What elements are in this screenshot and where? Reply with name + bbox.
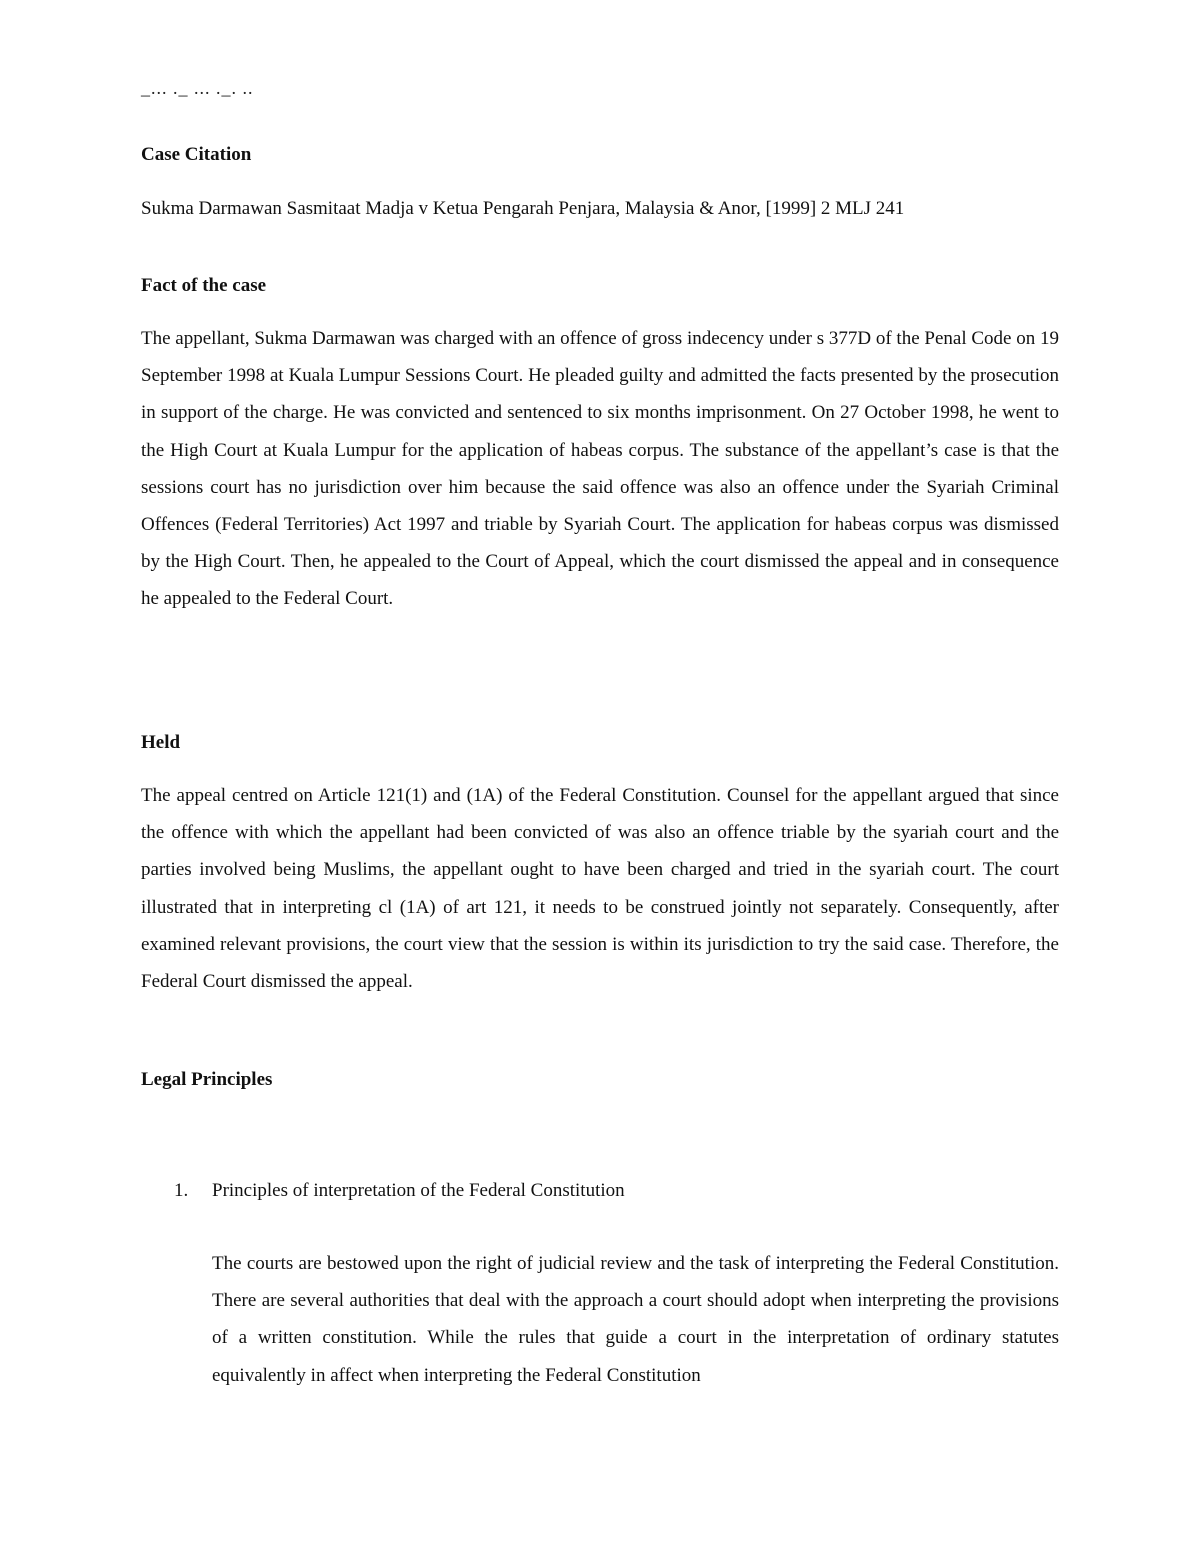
list-item-number: 1. (174, 1180, 189, 1201)
case-citation-text: Sukma Darmawan Sasmitaat Madja v Ketua Pengarah Penjara, Malaysia & Anor, [1999] 2 MLJ 241 (141, 198, 905, 219)
header-mark: _... ._ ... ._. .. (141, 78, 254, 98)
held-heading: Held (141, 732, 181, 753)
held-paragraph: The appeal centred on Article 121(1) and (1A) of the Federal Constitution. Counsel for the appellant argued that since the offence with which the appellant had been convicted of was also an offence triable by the syariah court and the parties involved being Muslims, the appellant ought to have been charged and tried in the syariah court. The court illustrated that in interpreting cl (1A) of art 121, it needs to be construed jointly not separately. Consequently, after examined relevant provisions, the court view that the session is within its jurisdiction to try the said case. Therefore, the Federal Court dismissed the appeal. (141, 785, 1059, 993)
case-citation-heading: Case Citation (141, 144, 252, 165)
facts-paragraph: The appellant, Sukma Darmawan was charged with an offence of gross indecency under s 377D of the Penal Code on 19 September 1998 at Kuala Lumpur Sessions Court. He pleaded guilty and admitted the facts presented by the prosecution in support of the charge. He was convicted and sentenced to six months imprisonment. On 27 October 1998, he went to the High Court at Kuala Lumpur for the application of habeas corpus. The substance of the appellant’s case is that the sessions court has no jurisdiction over him because the said offence was also an offence under the Syariah Criminal Offences (Federal Territories) Act 1997 and triable by Syariah Court. The application for habeas corpus was dismissed by the High Court. Then, he appealed to the Court of Appeal, which the court dismissed the appeal and in consequence he appealed to the Federal Court. (141, 328, 1059, 610)
list-item-label: Principles of interpretation of the Federal Constitution (212, 1180, 625, 1201)
principle-paragraph: The courts are bestowed upon the right of judicial review and the task of interpreting the Federal Constitution. There are several authorities that deal with the approach a court should adopt when interpreting the provisions of a written constitution. While the rules that guide a court in the interpretation of ordinary statutes equivalently in affect when interpreting the Federal Constitution (212, 1253, 1059, 1386)
facts-heading: Fact of the case (141, 275, 267, 296)
legal-principles-heading: Legal Principles (141, 1069, 273, 1090)
